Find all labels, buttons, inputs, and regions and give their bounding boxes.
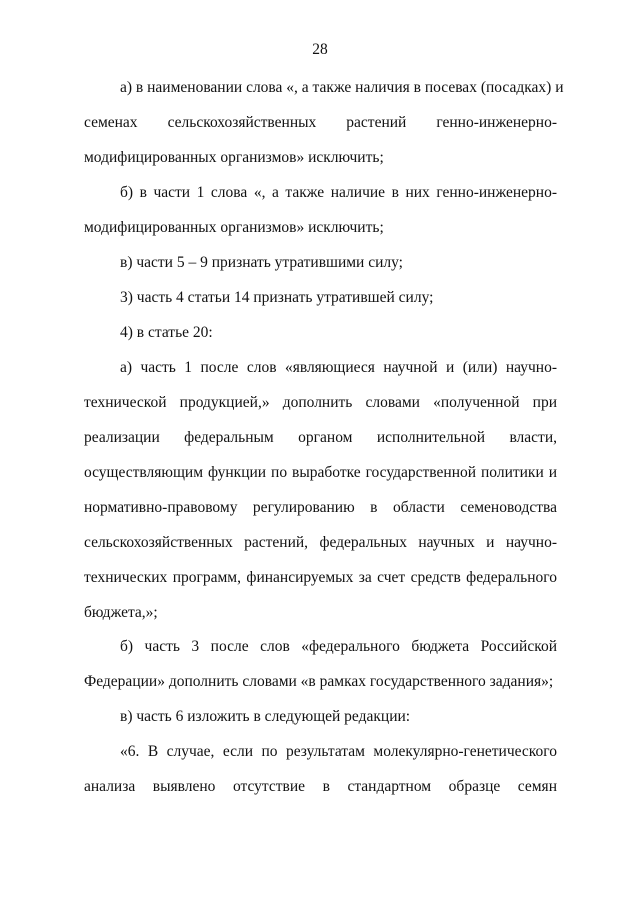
- text-line: «6. В случае, если по результатам молекулярно-генетического: [120, 743, 557, 760]
- text-line: осуществляющим функции по выработке государственной политики и: [84, 464, 557, 481]
- text-line: 4) в статье 20:: [120, 324, 213, 341]
- text-line: технической продукцией,» дополнить словами «полученной при: [84, 394, 557, 411]
- text-line: сельскохозяйственных растений, федеральных научных и научно-: [84, 534, 557, 551]
- text-line: Федерации» дополнить словами «в рамках государственного задания»;: [84, 673, 554, 690]
- text-line: технических программ, финансируемых за счет средств федерального: [84, 569, 557, 586]
- text-line: анализа выявлено отсутствие в стандартном образце семян: [84, 778, 557, 795]
- text-line: в) часть 6 изложить в следующей редакции:: [120, 708, 411, 725]
- text-line: б) в части 1 слова «, а также наличие в них генно-инженерно-: [120, 184, 557, 201]
- text-line: реализации федеральным органом исполнительной власти,: [84, 429, 557, 446]
- text-line: в) части 5 – 9 признать утратившими силу;: [120, 254, 403, 271]
- text-line: семенах сельскохозяйственных растений генно-инженерно-: [84, 114, 557, 131]
- text-line: а) в наименовании слова «, а также наличия в посевах (посадках) и: [120, 79, 564, 96]
- text-line: модифицированных организмов» исключить;: [84, 149, 384, 166]
- text-line: 3) часть 4 статьи 14 признать утратившей силу;: [120, 289, 434, 306]
- text-line: б) часть 3 после слов «федерального бюджета Российской: [120, 638, 557, 655]
- page-number: 28: [312, 41, 328, 58]
- text-line: нормативно-правовому регулированию в области семеноводства: [84, 499, 557, 516]
- text-line: бюджета,»;: [84, 604, 158, 621]
- text-line: а) часть 1 после слов «являющиеся научной и (или) научно-: [120, 359, 557, 376]
- text-line: модифицированных организмов» исключить;: [84, 219, 384, 236]
